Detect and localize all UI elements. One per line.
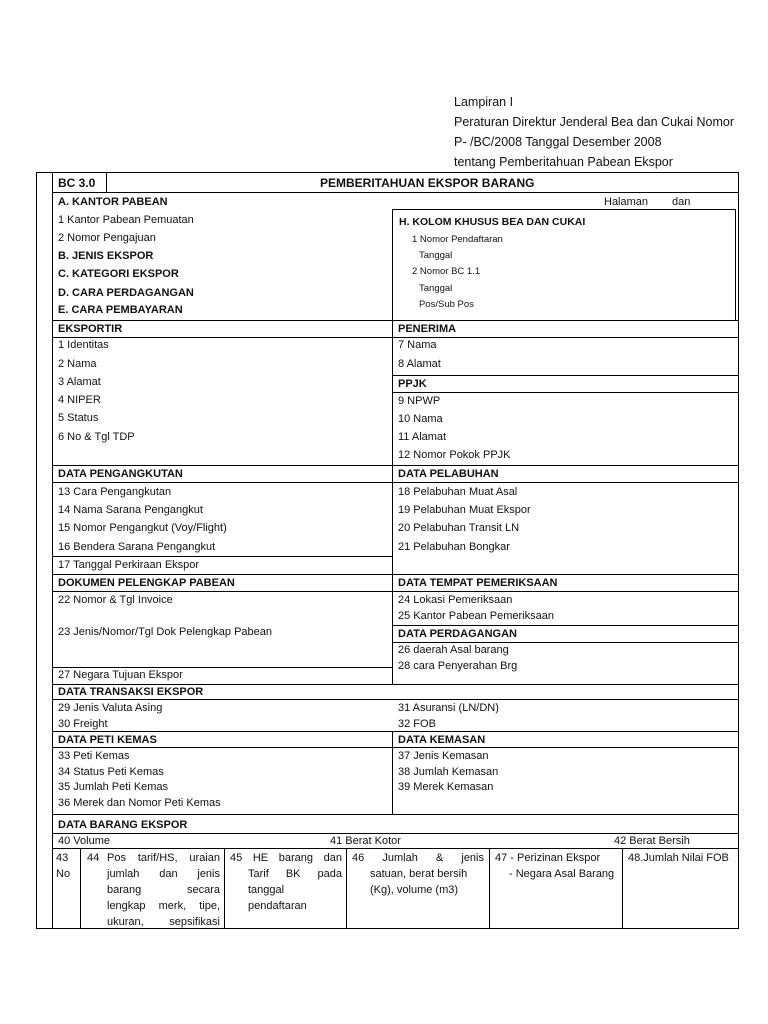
- col-46-line-2: satuan, berat bersih: [370, 868, 468, 880]
- divider: [52, 591, 739, 592]
- pos-sub-pos-field: Pos/Sub Pos: [419, 299, 474, 310]
- divider: [622, 848, 623, 929]
- berat-bersih-field: 42 Berat Bersih: [614, 835, 690, 847]
- col-44-line-4: lengkap merk, tipe,: [107, 900, 220, 912]
- col-46-line-3: (Kg), volume (m3): [370, 884, 459, 896]
- kategori-ekspor-label: C. KATEGORI EKSPOR: [58, 268, 179, 280]
- dokumen-title: DOKUMEN PELENGKAP PABEAN: [58, 577, 235, 589]
- pelabuhan-muat-asal: 18 Pelabuhan Muat Asal: [398, 486, 518, 498]
- form-title: PEMBERITAHUAN EKSPOR BARANG: [320, 176, 535, 190]
- penerima-alamat: 8 Alamat: [398, 358, 441, 370]
- eksportir-tdp: 6 No & Tgl TDP: [58, 431, 135, 443]
- col-44-line-1: Pos tarif/HS, uraian: [107, 852, 220, 864]
- col-47-line-1: 47 - Perizinan Ekspor: [495, 852, 601, 864]
- col-43: [56, 850, 78, 882]
- kemasan-title: DATA KEMASAN: [398, 734, 486, 746]
- bendera-sarana: 16 Bendera Sarana Pengangkut: [58, 541, 216, 553]
- divider: [52, 814, 739, 815]
- divider: [52, 556, 392, 557]
- halaman-label: Halaman: [604, 196, 649, 208]
- ppjk-alamat: 11 Alamat: [398, 431, 447, 443]
- volume-field: 40 Volume: [58, 835, 110, 847]
- header-line-1: Lampiran I: [454, 95, 514, 109]
- col-45-line-4: pendaftaran: [248, 900, 307, 912]
- negara-tujuan-field: 27 Negara Tujuan Ekspor: [58, 669, 183, 681]
- divider: [392, 375, 739, 376]
- freight: 30 Freight: [58, 718, 108, 730]
- col-44-number-text: 44: [87, 852, 100, 864]
- col-44-line-3: barang secara: [107, 884, 220, 896]
- kolom-khusus-title: H. KOLOM KHUSUS BEA DAN CUKAI: [399, 216, 586, 228]
- pelabuhan-transit: 20 Pelabuhan Transit LN: [398, 522, 520, 534]
- pelabuhan-bongkar: 21 Pelabuhan Bongkar: [398, 541, 510, 553]
- col-44-line-5: ukuran, sepsifikasi: [107, 916, 220, 928]
- tanggal-field-1: Tanggal: [419, 250, 453, 261]
- divider: [392, 731, 393, 814]
- lokasi-pemeriksaan: 24 Lokasi Pemeriksaan: [398, 594, 513, 606]
- divider: [489, 848, 490, 929]
- dan-label: dan: [672, 196, 691, 208]
- col-43-number: 43: [56, 852, 69, 864]
- header-line-4: tentang Pemberitahuan Pabean Ekspor: [454, 155, 673, 169]
- eksportir-niper: 4 NIPER: [58, 394, 101, 406]
- peti-kemas-field: 33 Peti Kemas: [58, 750, 130, 762]
- asuransi: 31 Asuransi (LN/DN): [398, 702, 499, 714]
- divider: [52, 747, 739, 748]
- kantor-pemeriksaan: 25 Kantor Pabean Pemeriksaan: [398, 610, 554, 622]
- perdagangan-title: DATA PERDAGANGAN: [398, 628, 517, 640]
- cara-perdagangan-label: D. CARA PERDAGANGAN: [58, 287, 194, 299]
- divider: [52, 482, 739, 483]
- tanggal-field-2: Tanggal: [419, 283, 453, 294]
- nomor-pengangkut: 15 Nomor Pengangkut (Voy/Flight): [58, 522, 227, 534]
- eksportir-status: 5 Status: [58, 412, 99, 424]
- col-45: [230, 850, 342, 914]
- nama-sarana: 14 Nama Sarana Pengangkut: [58, 504, 203, 516]
- col-47-line-2: - Negara Asal Barang: [509, 868, 615, 880]
- nomor-bc11-field: 2 Nomor BC 1.1: [412, 266, 481, 277]
- divider: [52, 337, 739, 338]
- col-44-number: [87, 850, 101, 866]
- eksportir-identitas: 1 Identitas: [58, 339, 109, 351]
- col-44-line-2: jumlah dan jenis: [107, 868, 220, 880]
- col-46: [352, 850, 484, 898]
- ppjk-nama: 10 Nama: [398, 413, 443, 425]
- pelabuhan-title: DATA PELABUHAN: [398, 468, 499, 480]
- fob: 32 FOB: [398, 718, 436, 730]
- col-47: [495, 850, 619, 882]
- form-code: BC 3.0: [58, 176, 96, 190]
- nomor-pengajuan-field: 2 Nomor Pengajuan: [58, 232, 156, 244]
- col-44: [107, 850, 220, 930]
- ppjk-nomor-pokok: 12 Nomor Pokok PPJK: [398, 449, 511, 461]
- eksportir-nama: 2 Nama: [58, 358, 97, 370]
- eksportir-title: EKSPORTIR: [58, 323, 123, 335]
- peti-kemas-title: DATA PETI KEMAS: [58, 734, 157, 746]
- cara-pembayaran-label: E. CARA PEMBAYARAN: [58, 304, 183, 316]
- divider: [52, 699, 739, 700]
- col-48: [628, 850, 736, 866]
- col-45-line-3: tanggal: [248, 884, 285, 896]
- pengangkutan-title: DATA PENGANGKUTAN: [58, 468, 183, 480]
- divider: [52, 848, 739, 849]
- ppjk-npwp: 9 NPWP: [398, 395, 441, 407]
- col-48-label: 48.Jumlah Nilai FOB: [628, 852, 729, 864]
- jumlah-peti-kemas: 35 Jumlah Peti Kemas: [58, 781, 169, 793]
- cara-penyerahan: 28 cara Penyerahan Brg: [398, 660, 518, 672]
- merek-kemasan: 39 Merek Kemasan: [398, 781, 494, 793]
- divider: [392, 465, 393, 685]
- pemeriksaan-title: DATA TEMPAT PEMERIKSAAN: [398, 577, 558, 589]
- kantor-pemuatan-field: 1 Kantor Pabean Pemuatan: [58, 214, 194, 226]
- daerah-asal-barang: 26 daerah Asal barang: [398, 644, 509, 656]
- col-45-line-2: Tarif BK pada: [248, 868, 342, 880]
- divider: [52, 465, 739, 466]
- jumlah-kemasan: 38 Jumlah Kemasan: [398, 766, 499, 778]
- divider: [52, 574, 739, 575]
- kantor-pabean-label: A. KANTOR PABEAN: [58, 196, 168, 208]
- divider: [52, 192, 739, 193]
- divider: [80, 848, 81, 929]
- pelabuhan-muat-ekspor: 19 Pelabuhan Muat Ekspor: [398, 504, 531, 516]
- divider: [392, 625, 739, 626]
- document-header: [454, 92, 754, 172]
- divider: [106, 172, 107, 192]
- transaksi-title: DATA TRANSAKSI EKSPOR: [58, 686, 204, 698]
- divider: [392, 392, 739, 393]
- eksportir-alamat: 3 Alamat: [58, 376, 101, 388]
- jenis-kemasan: 37 Jenis Kemasan: [398, 750, 489, 762]
- jenis-dok-field: 23 Jenis/Nomor/Tgl Dok Pelengkap Pabean: [58, 626, 273, 638]
- merek-peti-kemas: 36 Merek dan Nomor Peti Kemas: [58, 797, 221, 809]
- jenis-ekspor-label: B. JENIS EKSPOR: [58, 250, 154, 262]
- col-46-line-1: 46 Jumlah & jenis: [352, 852, 484, 864]
- col-45-line-1: 45 HE barang dan: [230, 852, 342, 864]
- barang-title: DATA BARANG EKSPOR: [58, 819, 188, 831]
- header-line-3: P- /BC/2008 Tanggal Desember 2008: [454, 135, 662, 149]
- penerima-title: PENERIMA: [398, 323, 457, 335]
- divider: [52, 320, 739, 321]
- penerima-nama: 7 Nama: [398, 339, 437, 351]
- berat-kotor-field: 41 Berat Kotor: [330, 835, 401, 847]
- divider: [224, 848, 225, 929]
- status-peti-kemas: 34 Status Peti Kemas: [58, 766, 164, 778]
- form-left-margin-line: [52, 172, 53, 929]
- header-line-2: Peraturan Direktur Jenderal Bea dan Cukai Nomor: [454, 115, 734, 129]
- invoice-field: 22 Nomor & Tgl Invoice: [58, 594, 173, 606]
- cara-pengangkutan: 13 Cara Pengangkutan: [58, 486, 172, 498]
- divider: [346, 848, 347, 929]
- col-43-label: No: [56, 868, 71, 880]
- nomor-pendaftaran-field: 1 Nomor Pendaftaran: [412, 234, 503, 245]
- jenis-valuta: 29 Jenis Valuta Asing: [58, 702, 163, 714]
- ppjk-title: PPJK: [398, 378, 427, 390]
- divider: [52, 731, 739, 732]
- tanggal-perkiraan-ekspor: 17 Tanggal Perkiraan Ekspor: [58, 559, 200, 571]
